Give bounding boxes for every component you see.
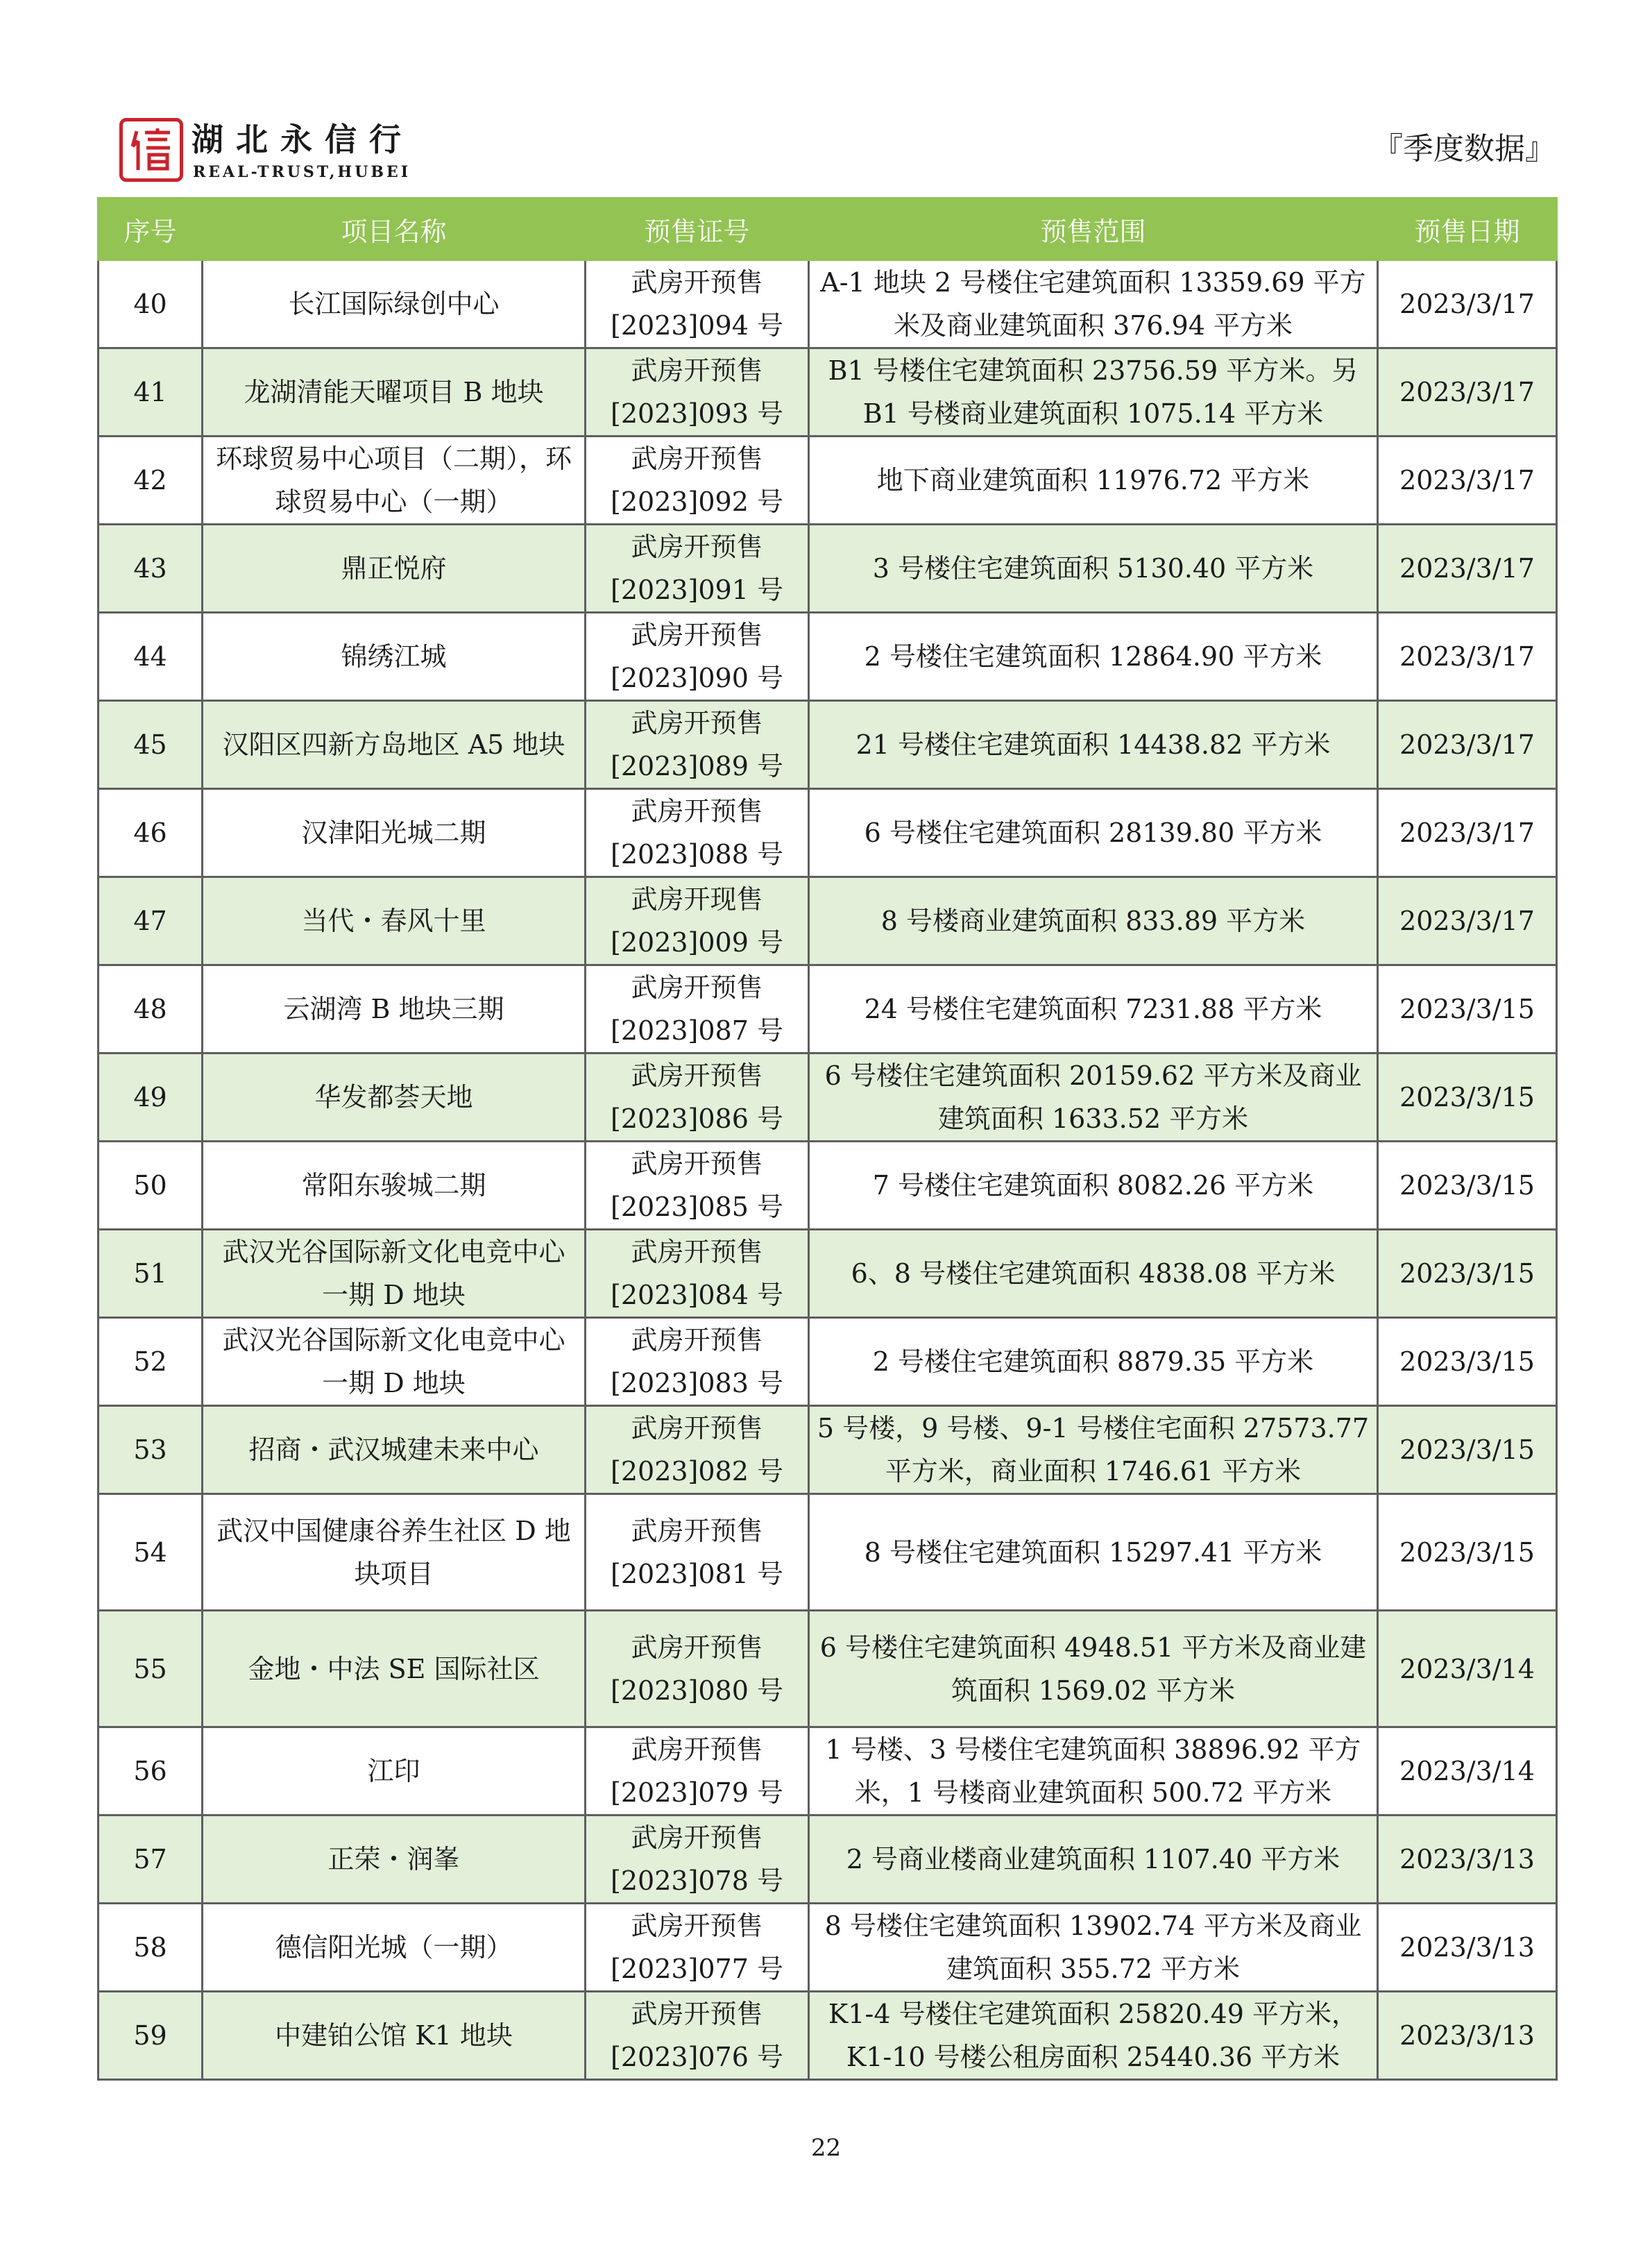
cell-cert: 武房开预售[2023]081 号 [586,1494,809,1611]
cell-scope: 24 号楼住宅建筑面积 7231.88 平方米 [809,965,1378,1053]
cell-cert: 武房开现售[2023]009 号 [586,877,809,965]
table-row [99,437,1557,525]
cell-cert: 武房开预售[2023]090 号 [586,613,809,701]
page-header [119,118,1556,185]
cell-date: 2023/3/17 [1378,525,1557,613]
cell-scope: 2 号楼住宅建筑面积 12864.90 平方米 [809,613,1378,701]
table-row [99,1992,1557,2080]
cell-scope: 2 号商业楼商业建筑面积 1107.40 平方米 [809,1815,1378,1904]
cell-cert: 武房开预售[2023]076 号 [586,1992,809,2080]
cell-cert: 武房开预售[2023]079 号 [586,1727,809,1815]
table-row [99,1318,1557,1406]
table-row [99,789,1557,877]
column-header-date: 预售日期 [1378,198,1557,260]
company-logo [119,118,445,185]
cell-date: 2023/3/15 [1378,1494,1557,1611]
table-row [99,525,1557,613]
table-header-row [99,198,1557,260]
cell-date: 2023/3/15 [1378,1318,1557,1406]
cell-cert: 武房开预售[2023]091 号 [586,525,809,613]
cell-name: 武汉中国健康谷养生社区 D 地块项目 [203,1494,586,1611]
cell-name: 环球贸易中心项目（二期），环球贸易中心（一期） [203,437,586,525]
cell-cert: 武房开预售[2023]086 号 [586,1053,809,1142]
logo-seal-icon [119,118,183,182]
cell-scope: 6 号楼住宅建筑面积 4948.51 平方米及商业建筑面积 1569.02 平方米 [809,1611,1378,1727]
cell-scope: 5 号楼，9 号楼、9-1 号楼住宅面积 27573.77 平方米，商业面积 1746.61 平方米 [809,1406,1378,1494]
column-header-name: 项目名称 [203,198,586,260]
cell-no: 55 [99,1611,203,1727]
table-row [99,1611,1557,1727]
cell-cert: 武房开预售[2023]088 号 [586,789,809,877]
cell-no: 43 [99,525,203,613]
table-row [99,1904,1557,1992]
cell-cert: 武房开预售[2023]087 号 [586,965,809,1053]
cell-date: 2023/3/15 [1378,1230,1557,1318]
cell-no: 45 [99,701,203,789]
table-row [99,260,1557,348]
cell-name: 鼎正悦府 [203,525,586,613]
cell-date: 2023/3/13 [1378,1815,1557,1904]
cell-no: 47 [99,877,203,965]
presale-table [97,197,1558,2081]
cell-cert: 武房开预售[2023]089 号 [586,701,809,789]
cell-date: 2023/3/17 [1378,348,1557,437]
cell-name: 汉阳区四新方岛地区 A5 地块 [203,701,586,789]
section-label: 『季度数据』 [1372,131,1556,167]
logo-chinese-name: 湖北永信行 [191,121,414,158]
table-row [99,1230,1557,1318]
cell-cert: 武房开预售[2023]094 号 [586,260,809,348]
cell-scope: 6 号楼住宅建筑面积 20159.62 平方米及商业建筑面积 1633.52 平方米 [809,1053,1378,1142]
cell-no: 52 [99,1318,203,1406]
cell-scope: 8 号楼住宅建筑面积 13902.74 平方米及商业建筑面积 355.72 平方米 [809,1904,1378,1992]
cell-date: 2023/3/17 [1378,789,1557,877]
cell-date: 2023/3/15 [1378,1142,1557,1230]
cell-no: 40 [99,260,203,348]
cell-date: 2023/3/15 [1378,965,1557,1053]
cell-date: 2023/3/14 [1378,1611,1557,1727]
cell-no: 48 [99,965,203,1053]
cell-cert: 武房开预售[2023]078 号 [586,1815,809,1904]
table-row [99,348,1557,437]
cell-date: 2023/3/15 [1378,1053,1557,1142]
cell-name: 常阳东骏城二期 [203,1142,586,1230]
cell-cert: 武房开预售[2023]084 号 [586,1230,809,1318]
cell-no: 49 [99,1053,203,1142]
cell-name: 长江国际绿创中心 [203,260,586,348]
cell-cert: 武房开预售[2023]092 号 [586,437,809,525]
cell-name: 金地・中法 SE 国际社区 [203,1611,586,1727]
cell-date: 2023/3/17 [1378,613,1557,701]
table-body [99,260,1557,2080]
cell-no: 41 [99,348,203,437]
cell-no: 56 [99,1727,203,1815]
cell-name: 华发都荟天地 [203,1053,586,1142]
cell-name: 中建铂公馆 K1 地块 [203,1992,586,2080]
cell-scope: 21 号楼住宅建筑面积 14438.82 平方米 [809,701,1378,789]
cell-cert: 武房开预售[2023]083 号 [586,1318,809,1406]
cell-name: 云湖湾 B 地块三期 [203,965,586,1053]
cell-scope: 6 号楼住宅建筑面积 28139.80 平方米 [809,789,1378,877]
cell-no: 53 [99,1406,203,1494]
table-row [99,877,1557,965]
cell-name: 招商・武汉城建未来中心 [203,1406,586,1494]
cell-scope: K1-4 号楼住宅建筑面积 25820.49 平方米，K1-10 号楼公租房面积 25440.36 平方米 [809,1992,1378,2080]
cell-date: 2023/3/17 [1378,437,1557,525]
cell-scope: 2 号楼住宅建筑面积 8879.35 平方米 [809,1318,1378,1406]
cell-scope: 7 号楼住宅建筑面积 8082.26 平方米 [809,1142,1378,1230]
column-header-cert: 预售证号 [586,198,809,260]
cell-date: 2023/3/13 [1378,1992,1557,2080]
table-row [99,613,1557,701]
table-row [99,1815,1557,1904]
cell-no: 51 [99,1230,203,1318]
cell-name: 汉津阳光城二期 [203,789,586,877]
cell-scope: 8 号楼住宅建筑面积 15297.41 平方米 [809,1494,1378,1611]
cell-scope: B1 号楼住宅建筑面积 23756.59 平方米。另 B1 号楼商业建筑面积 1075.14 平方米 [809,348,1378,437]
cell-name: 正荣・润峯 [203,1815,586,1904]
cell-name: 武汉光谷国际新文化电竞中心一期 D 地块 [203,1230,586,1318]
cell-cert: 武房开预售[2023]077 号 [586,1904,809,1992]
cell-scope: 3 号楼住宅建筑面积 5130.40 平方米 [809,525,1378,613]
cell-no: 57 [99,1815,203,1904]
cell-no: 50 [99,1142,203,1230]
cell-scope: 6、8 号楼住宅建筑面积 4838.08 平方米 [809,1230,1378,1318]
cell-name: 江印 [203,1727,586,1815]
cell-cert: 武房开预售[2023]085 号 [586,1142,809,1230]
cell-scope: 1 号楼、3 号楼住宅建筑面积 38896.92 平方米，1 号楼商业建筑面积 500.72 平方米 [809,1727,1378,1815]
cell-date: 2023/3/17 [1378,260,1557,348]
cell-no: 59 [99,1992,203,2080]
cell-scope: 8 号楼商业建筑面积 833.89 平方米 [809,877,1378,965]
page-number: 22 [810,2134,842,2162]
cell-no: 54 [99,1494,203,1611]
logo-english-name: REAL-TRUST,HUBEI [193,163,411,181]
table-row [99,701,1557,789]
table-row [99,1142,1557,1230]
cell-scope: A-1 地块 2 号楼住宅建筑面积 13359.69 平方米及商业建筑面积 376.94 平方米 [809,260,1378,348]
cell-name: 武汉光谷国际新文化电竞中心一期 D 地块 [203,1318,586,1406]
cell-name: 德信阳光城（一期） [203,1904,586,1992]
table-row [99,965,1557,1053]
cell-date: 2023/3/14 [1378,1727,1557,1815]
cell-date: 2023/3/17 [1378,701,1557,789]
cell-no: 44 [99,613,203,701]
table-row [99,1494,1557,1611]
cell-cert: 武房开预售[2023]082 号 [586,1406,809,1494]
cell-name: 锦绣江城 [203,613,586,701]
cell-name: 龙湖清能天曜项目 B 地块 [203,348,586,437]
cell-date: 2023/3/17 [1378,877,1557,965]
cell-no: 46 [99,789,203,877]
cell-no: 58 [99,1904,203,1992]
cell-scope: 地下商业建筑面积 11976.72 平方米 [809,437,1378,525]
table-row [99,1053,1557,1142]
table-row [99,1406,1557,1494]
column-header-scope: 预售范围 [809,198,1378,260]
cell-cert: 武房开预售[2023]093 号 [586,348,809,437]
cell-no: 42 [99,437,203,525]
cell-date: 2023/3/13 [1378,1904,1557,1992]
cell-cert: 武房开预售[2023]080 号 [586,1611,809,1727]
table-row [99,1727,1557,1815]
cell-date: 2023/3/15 [1378,1406,1557,1494]
column-header-no: 序号 [99,198,203,260]
cell-name: 当代・春风十里 [203,877,586,965]
